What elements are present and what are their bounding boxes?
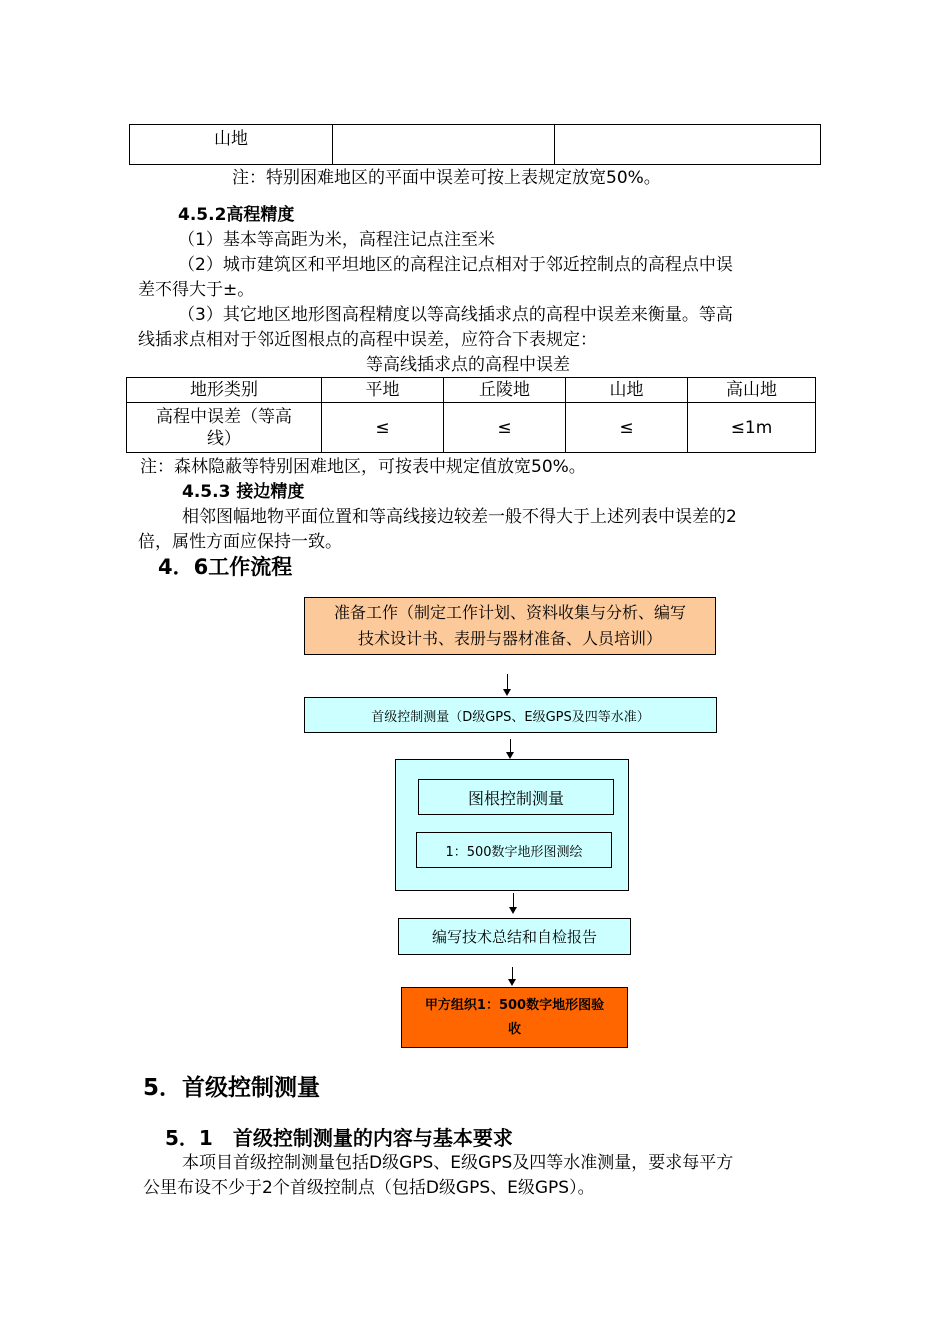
note-plane-accuracy: 注：特别困难地区的平面中误差可按上表规定放宽50%。 — [232, 168, 661, 188]
table-header-cell: 丘陵地 — [444, 378, 566, 403]
paragraph: 本项目首级控制测量包括D级GPS、E级GPS及四等水准测量，要求每平方 — [182, 1153, 734, 1173]
flow-arrow — [512, 967, 513, 980]
paragraph: （2）城市建筑区和平坦地区的高程注记点相对于邻近控制点的高程点中误 — [178, 255, 733, 275]
paragraph: （1）基本等高距为米，高程注记点注至米 — [178, 230, 495, 250]
table-cell — [555, 125, 821, 165]
flow-arrow — [510, 739, 511, 753]
heading-5-1: 5．1 首级控制测量的内容与基本要求 — [165, 1126, 513, 1150]
paragraph: 相邻图幅地物平面位置和等高线接边较差一般不得大于上述列表中误差的2 — [182, 507, 737, 527]
note-forest: 注：森林隐蔽等特别困难地区，可按表中规定值放宽50%。 — [140, 457, 586, 477]
table-header-cell: 平地 — [322, 378, 444, 403]
flow-step-digital-mapping: 1：500数字地形图测绘 — [416, 832, 612, 868]
table-cell: ≤ — [444, 403, 566, 453]
paragraph: 公里布设不少于2个首级控制点（包括D级GPS、E级GPS）。 — [143, 1178, 595, 1198]
table-cell — [333, 125, 555, 165]
heading-4-5-2: 4.5.2高程精度 — [178, 205, 295, 225]
table-header-cell: 地形类别 — [127, 378, 322, 403]
paragraph: 线插求点相对于邻近图根点的高程中误差，应符合下表规定： — [138, 330, 597, 350]
heading-4-6: 4．6工作流程 — [158, 555, 293, 579]
paragraph: 倍，属性方面应保持一致。 — [138, 532, 342, 552]
paragraph: （3）其它地区地形图高程精度以等高线插求点的高程中误差来衡量。等高 — [178, 305, 733, 325]
table-header-cell: 山地 — [566, 378, 688, 403]
heading-4-5-3: 4.5.3 接边精度 — [182, 482, 305, 502]
flow-step-primary-control: 首级控制测量（D级GPS、E级GPS及四等水准） — [304, 697, 717, 733]
heading-5: 5．首级控制测量 — [143, 1075, 321, 1101]
accuracy-table-fragment — [129, 124, 821, 165]
flow-step-acceptance: 甲方组织1：500数字地形图验 收 — [401, 987, 628, 1048]
flow-step-mapping-control: 图根控制测量 — [418, 779, 614, 815]
elevation-error-table — [126, 377, 816, 453]
flow-arrow — [507, 674, 508, 690]
table-header-cell: 高山地 — [688, 378, 816, 403]
flow-arrow — [513, 893, 514, 908]
table-cell: ≤1m — [688, 403, 816, 453]
flow-step-report: 编写技术总结和自检报告 — [398, 918, 631, 955]
table-cell: 山地 — [130, 125, 333, 165]
table-row-label: 高程中误差（等高线） — [127, 403, 322, 453]
flow-step-preparation: 准备工作（制定工作计划、资料收集与分析、编写 技术设计书、表册与器材准备、人员培训） — [304, 597, 716, 655]
paragraph: 差不得大于±。 — [138, 280, 255, 300]
table-cell: ≤ — [322, 403, 444, 453]
table-cell: ≤ — [566, 403, 688, 453]
table-caption: 等高线插求点的高程中误差 — [366, 355, 570, 375]
